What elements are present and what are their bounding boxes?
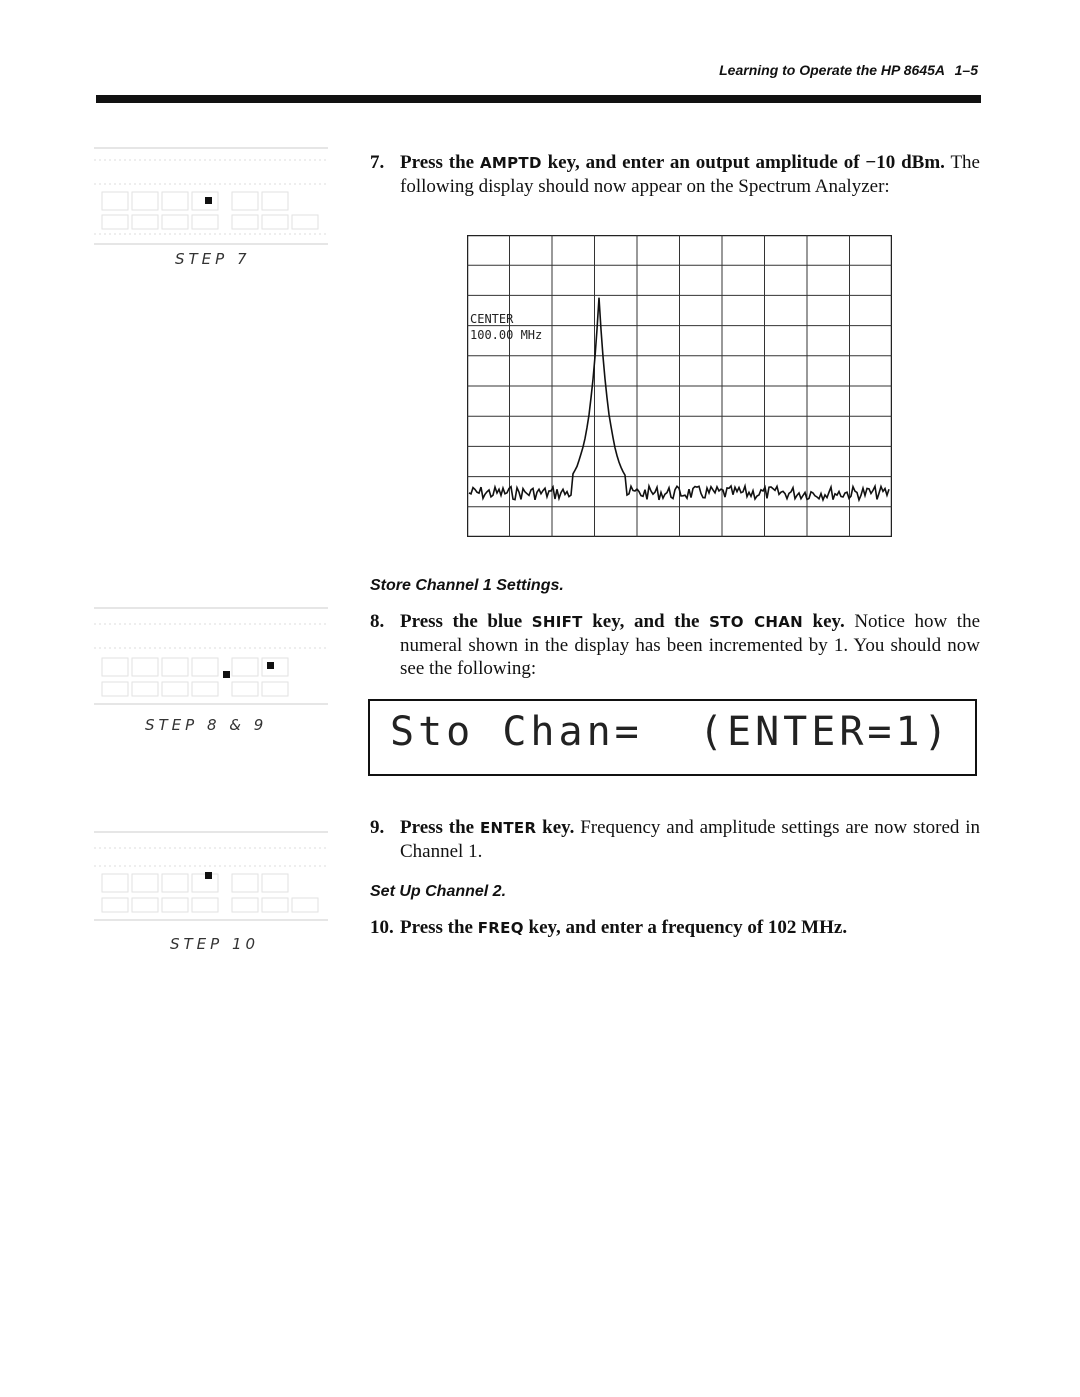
step-10-label: STEP 10: [170, 935, 260, 953]
highlighted-key-marker: [267, 662, 274, 669]
step-8-9-label: STEP 8 & 9: [145, 716, 268, 734]
center-label: CENTER: [470, 312, 514, 326]
highlighted-key-marker: [205, 197, 212, 204]
front-panel-illustration-step8-9: [92, 600, 330, 715]
step-number: 8.: [370, 611, 385, 632]
key-name-shift: SHIFT: [531, 613, 583, 631]
step-number: 10.: [370, 917, 394, 938]
step-7-instruction: 7. Press the AMPTD key, and enter an output amplitude of −10 dBm. The following display should now appear on the Spectrum Analyzer:: [370, 152, 980, 197]
front-panel-illustration-step7: [92, 140, 330, 255]
key-name-sto-chan: STO CHAN: [709, 613, 803, 631]
step-number: 9.: [370, 817, 385, 838]
instrument-lcd-display: [368, 699, 977, 776]
spectrum-analyzer-display: [467, 235, 892, 537]
step-number: 7.: [370, 152, 385, 173]
highlighted-key-marker: [223, 671, 230, 678]
page-number: 1–5: [954, 62, 978, 78]
front-panel-illustration-step10: [92, 820, 330, 935]
lcd-text: Sto Chan= (ENTER=1): [390, 709, 952, 755]
center-frequency-value: 100.00 MHz: [470, 328, 543, 342]
header-rule: [96, 95, 981, 103]
key-name-enter: ENTER: [479, 819, 537, 837]
step-9-instruction: 9. Press the ENTER key. Frequency and amplitude settings are now stored in Channel 1.: [370, 817, 981, 862]
running-header-title: Learning to Operate the HP 8645A: [719, 62, 945, 78]
section-heading-set-up-channel-2: Set Up Channel 2.: [370, 883, 507, 900]
key-name-amptd: AMPTD: [479, 154, 542, 172]
step-8-instruction: 8. Press the blue SHIFT key, and the STO CHAN key. Notice how the numeral shown in the display has been incremented by 1. You should now see the following:: [370, 611, 981, 679]
step-10-instruction: 10. Press the FREQ key, and enter a frequency of 102 MHz.: [370, 917, 848, 938]
section-heading-store-channel-1: Store Channel 1 Settings.: [370, 577, 564, 594]
highlighted-key-marker: [205, 872, 212, 879]
key-name-freq: FREQ: [477, 919, 524, 937]
step-7-label: STEP 7: [175, 250, 251, 268]
